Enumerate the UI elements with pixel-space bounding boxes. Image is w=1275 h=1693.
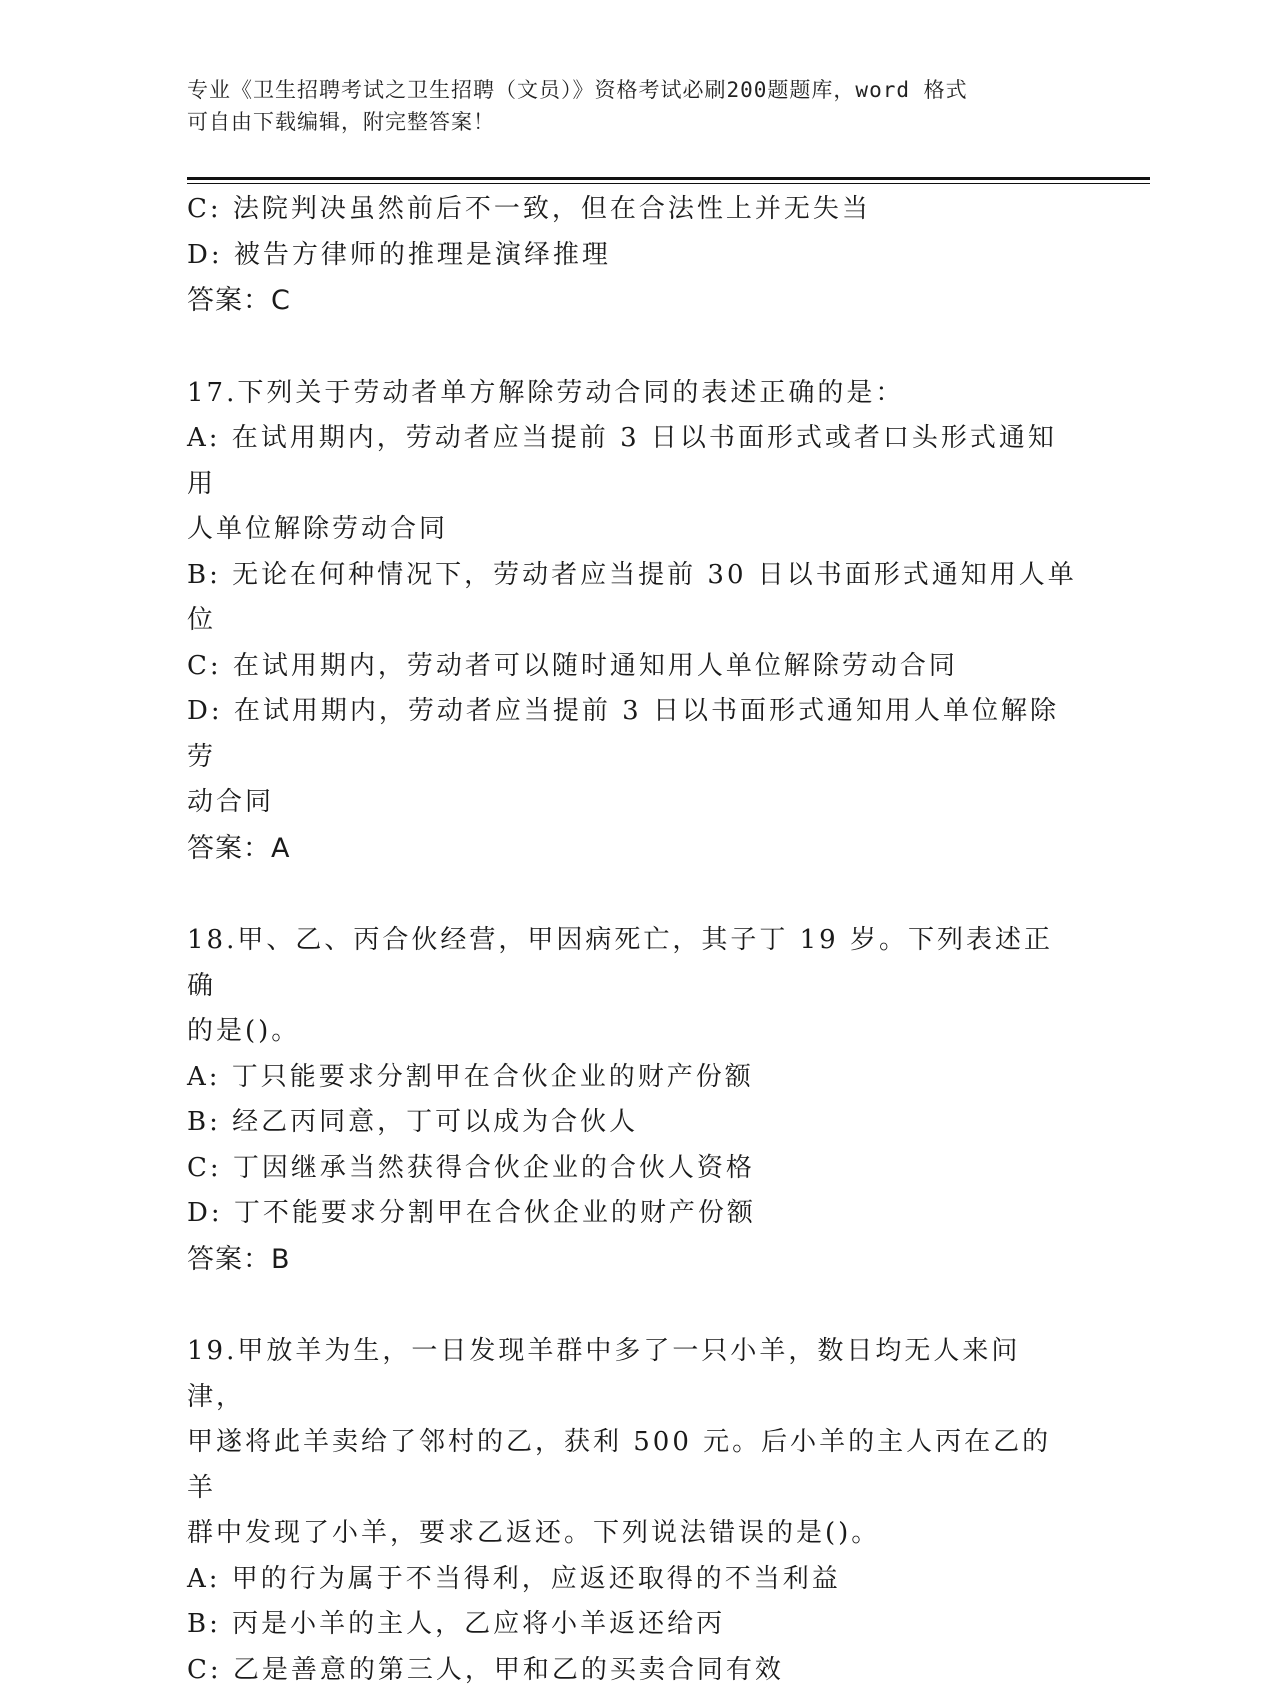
option-b: B: 无论在何种情况下，劳动者应当提前 30 日以书面形式通知用人单 [187, 553, 1077, 599]
question-16-continuation [187, 187, 1077, 324]
option-c: C: 在试用期内，劳动者可以随时通知用人单位解除劳动合同 [187, 644, 1077, 690]
question-stem: 19.甲放羊为生，一日发现羊群中多了一只小羊，数日均无人来问津， [187, 1329, 1077, 1420]
option-b: B: 丙是小羊的主人，乙应将小羊返还给丙 [187, 1602, 1077, 1648]
answer-line: 答案：B [187, 1237, 1077, 1283]
option-a: A: 在试用期内，劳动者应当提前 3 日以书面形式或者口头形式通知用 [187, 416, 1077, 507]
option-b: B: 经乙丙同意，丁可以成为合伙人 [187, 1100, 1077, 1146]
question-17 [187, 371, 1077, 872]
header-rule-thick [187, 177, 1150, 180]
option-c: C: 丁因继承当然获得合伙企业的合伙人资格 [187, 1146, 1077, 1192]
spacer [187, 1282, 1077, 1329]
answer-line: 答案：C [187, 278, 1077, 324]
page-header [187, 74, 1067, 138]
answer-line: 答案：A [187, 826, 1077, 872]
question-stem: 17.下列关于劳动者单方解除劳动合同的表述正确的是： [187, 371, 1077, 417]
spacer [187, 871, 1077, 918]
option-d: D: 丁不能要求分割甲在合伙企业的财产份额 [187, 1191, 1077, 1237]
question-stem-continued: 群中发现了小羊，要求乙返还。下列说法错误的是()。 [187, 1511, 1077, 1557]
question-content [187, 187, 1077, 1693]
option-a-continued: 人单位解除劳动合同 [187, 507, 1077, 553]
question-18 [187, 918, 1077, 1282]
header-rule-thin [187, 183, 1150, 184]
question-stem: 18.甲、乙、丙合伙经营，甲因病死亡，其子丁 19 岁。下列表述正确 [187, 918, 1077, 1009]
question-19 [187, 1329, 1077, 1693]
option-c: C: 法院判决虽然前后不一致，但在合法性上并无失当 [187, 187, 1077, 233]
header-line-2: 可自由下载编辑，附完整答案！ [187, 106, 1067, 138]
option-a: A: 丁只能要求分割甲在合伙企业的财产份额 [187, 1055, 1077, 1101]
spacer [187, 324, 1077, 371]
option-d: D: 被告方律师的推理是演绎推理 [187, 233, 1077, 279]
option-b-continued: 位 [187, 598, 1077, 644]
header-line-1: 专业《卫生招聘考试之卫生招聘（文员）》资格考试必刷200题题库，word 格式 [187, 74, 1067, 106]
option-c: C: 乙是善意的第三人，甲和乙的买卖合同有效 [187, 1648, 1077, 1693]
option-d-continued: 动合同 [187, 780, 1077, 826]
option-d: D: 在试用期内，劳动者应当提前 3 日以书面形式通知用人单位解除劳 [187, 689, 1077, 780]
question-stem-continued: 的是()。 [187, 1009, 1077, 1055]
question-stem-continued: 甲遂将此羊卖给了邻村的乙，获利 500 元。后小羊的主人丙在乙的羊 [187, 1420, 1077, 1511]
option-a: A: 甲的行为属于不当得利，应返还取得的不当利益 [187, 1557, 1077, 1603]
